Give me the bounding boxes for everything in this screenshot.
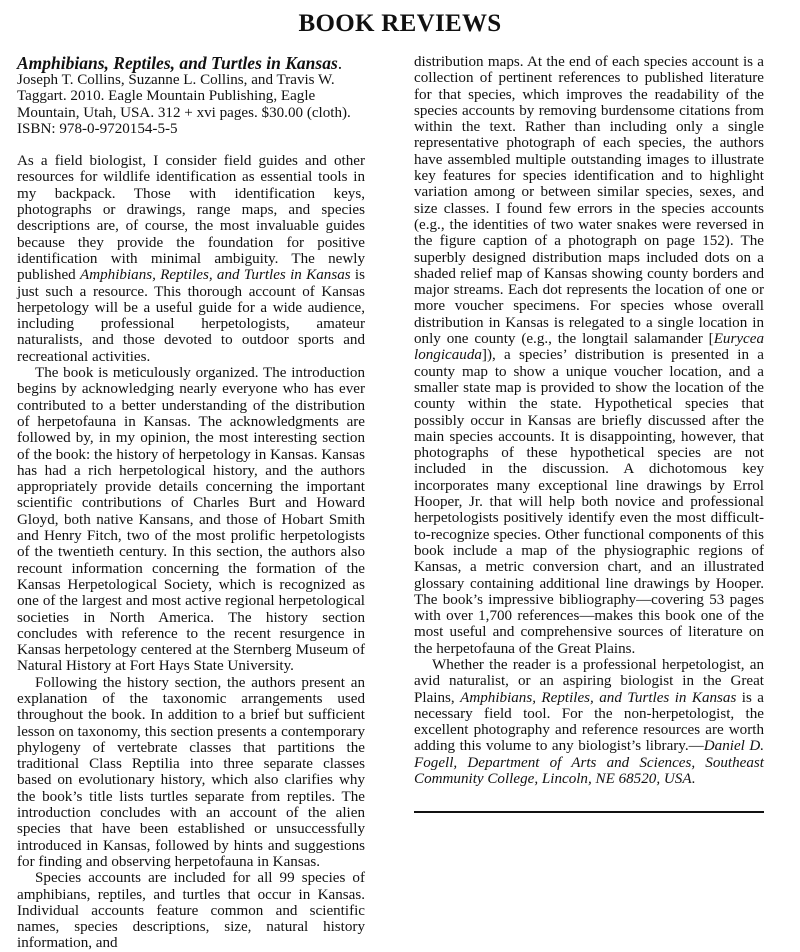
paragraph-text: is just such a resource. This thorough account of Kansas herpetology will be a useful guide for a wide audience, including professional herpetologists, amateur naturalists, and those devoted to outdoor sports and recreational activities. [17, 267, 366, 365]
paragraph-gap [17, 137, 365, 153]
right-column [414, 54, 764, 787]
book-title [17, 54, 365, 72]
review-paragraph-4-continued [414, 54, 764, 657]
book-title-inline: Amphibians, Reptiles, and Turtles in Kansas [460, 689, 737, 706]
paragraph-text: distribution maps. At the end of each species account is a collection of pertinent references to published literature for that species, which improves the readability of the species accounts by removing burdensome citations from within the text. Rather than including only a single representative photograph of each species, the authors have assembled multiple outstanding images to illustrate key features for species identification and to highlight variation among or between similar species, sexes, and size classes. I found few errors in the species accounts (e.g., the identities of two water snakes were reversed in the figure caption of a photograph on page 152). The superbly designed distribution maps included dots on a shaded relief map of Kansas showing county borders and major streams. Each dot represents the location of one or more voucher specimens. For species whose overall distribution in Kansas is relegated to a single location in only one county (e.g., the longtail salamander [ [414, 54, 764, 348]
paragraph-text: ]), a species’ distribution is presented in a county map to show a unique voucher location, and a smaller state map is provided to show the location of the county within the state. Hypothetical species that possibly occur in Kansas are briefly discussed after the main species accounts. It is disappointing, however, that photographs of these hypothetical species are not included in the discussion. A dichotomous key incorporates many exceptional line drawings by Errol Hooper, Jr. that will help both novice and professional herpetologists positively identify even the most difficult-to-recognize species. Other functional components of this book include a map of the physiographic regions of Kansas, a metric conversion chart, and an illustrated glossary containing additional line drawings by Hooper. The book’s impressive bibliography—covering 53 pages with over 1,700 references—makes this book one of the most useful and comprehensive sources of literature on the herpetofauna of the Great Plains. [414, 347, 764, 657]
scientific-name: Eurycea longicauda [414, 331, 764, 364]
page-title: BOOK REVIEWS [298, 10, 502, 37]
left-column [17, 54, 365, 952]
column-end-rule [414, 811, 764, 813]
review-paragraph-4-start: Species accounts are included for all 99 species of amphibians, reptiles, and turtles that occur in Kansas. Individual accounts feature common and scientific names, species descriptions, size, natural history information, and [17, 870, 365, 952]
book-title-inline: Amphibians, Reptiles, and Turtles in Kansas [80, 267, 351, 284]
signature-period: . [691, 771, 696, 788]
review-paragraph-3: Following the history section, the authors present an explanation of the taxonomic arrangements used throughout the book. In addition to a brief but sufficient lesson on taxonomy, this section presents a contemporary phylogeny of vertebrate classes that partitions the traditional Class Reptilia into three separate classes based on evolutionary history, which also clarifies why the book’s title lists turtles separate from reptiles. The introduction concludes with an account of the alien species that have been established or unsuccessfully introduced in Kansas, followed by hints and suggestions for finding and observing herpetofauna in Kansas. [17, 674, 365, 870]
book-citation: Joseph T. Collins, Suzanne L. Collins, and Travis W. Taggart. 2010. Eagle Mountain Publishing, Eagle Mountain, Utah, USA. 312 + xvi pages. $30.00 (cloth). ISBN: 978-0-9720154-5-5 [17, 72, 351, 137]
reviewer-signature: Daniel D. Fogell, Department of Arts and Sciences, Southeast Community College, Lincoln, NE 68520, USA [414, 738, 765, 788]
review-paragraph-2: The book is meticulously organized. The introduction begins by acknowledging nearly everyone who has ever contributed to a better understanding of the distribution of herpetofauna in Kansas. The acknowledgments are followed by, in my opinion, the most interesting section of the book: the history of herpetology in Kansas. Kansas has had a rich herpetological history, and the authors appropriately provide details concerning the important scientific contributions of Charles Burt and Howard Gloyd, both native Kansans, and those of Hobart Smith and Henry Fitch, two of the most prolific herpetologists of the twentieth century. In this section, the authors also recount information concerning the formation of the Kansas Herpetological Society, which is recognized as one of the largest and most active regional herpetological societies in North America. The history section concludes with reference to the recent resurgence in Kansas herpetology centered at the Sternberg Museum of Natural History at Fort Hays State University. [17, 365, 365, 675]
book-title-period: . [337, 53, 343, 73]
review-paragraph-5 [414, 657, 764, 787]
review-paragraph-1 [17, 153, 365, 365]
paragraph-text: Whether the reader is a professional herpetologist, an avid naturalist, or an aspiring biologist in the Great Plains, [414, 656, 764, 706]
paragraph-text: As a field biologist, I consider field guides and other resources for wildlife identification as essential tools in my backpack. Those with identification keys, photographs or drawings, range maps, and species descriptions are, of course, the most invaluable guides because they provide the foundation for positive identification with minimal ambiguity. The newly published [17, 153, 365, 284]
paragraph-text: is a necessary field tool. For the non-herpetologist, the excellent photography and reference resources are worth adding this volume to any biologist’s library.— [414, 689, 764, 755]
book-title-text: Amphibians, Reptiles, and Turtles in Kansas [17, 53, 338, 73]
